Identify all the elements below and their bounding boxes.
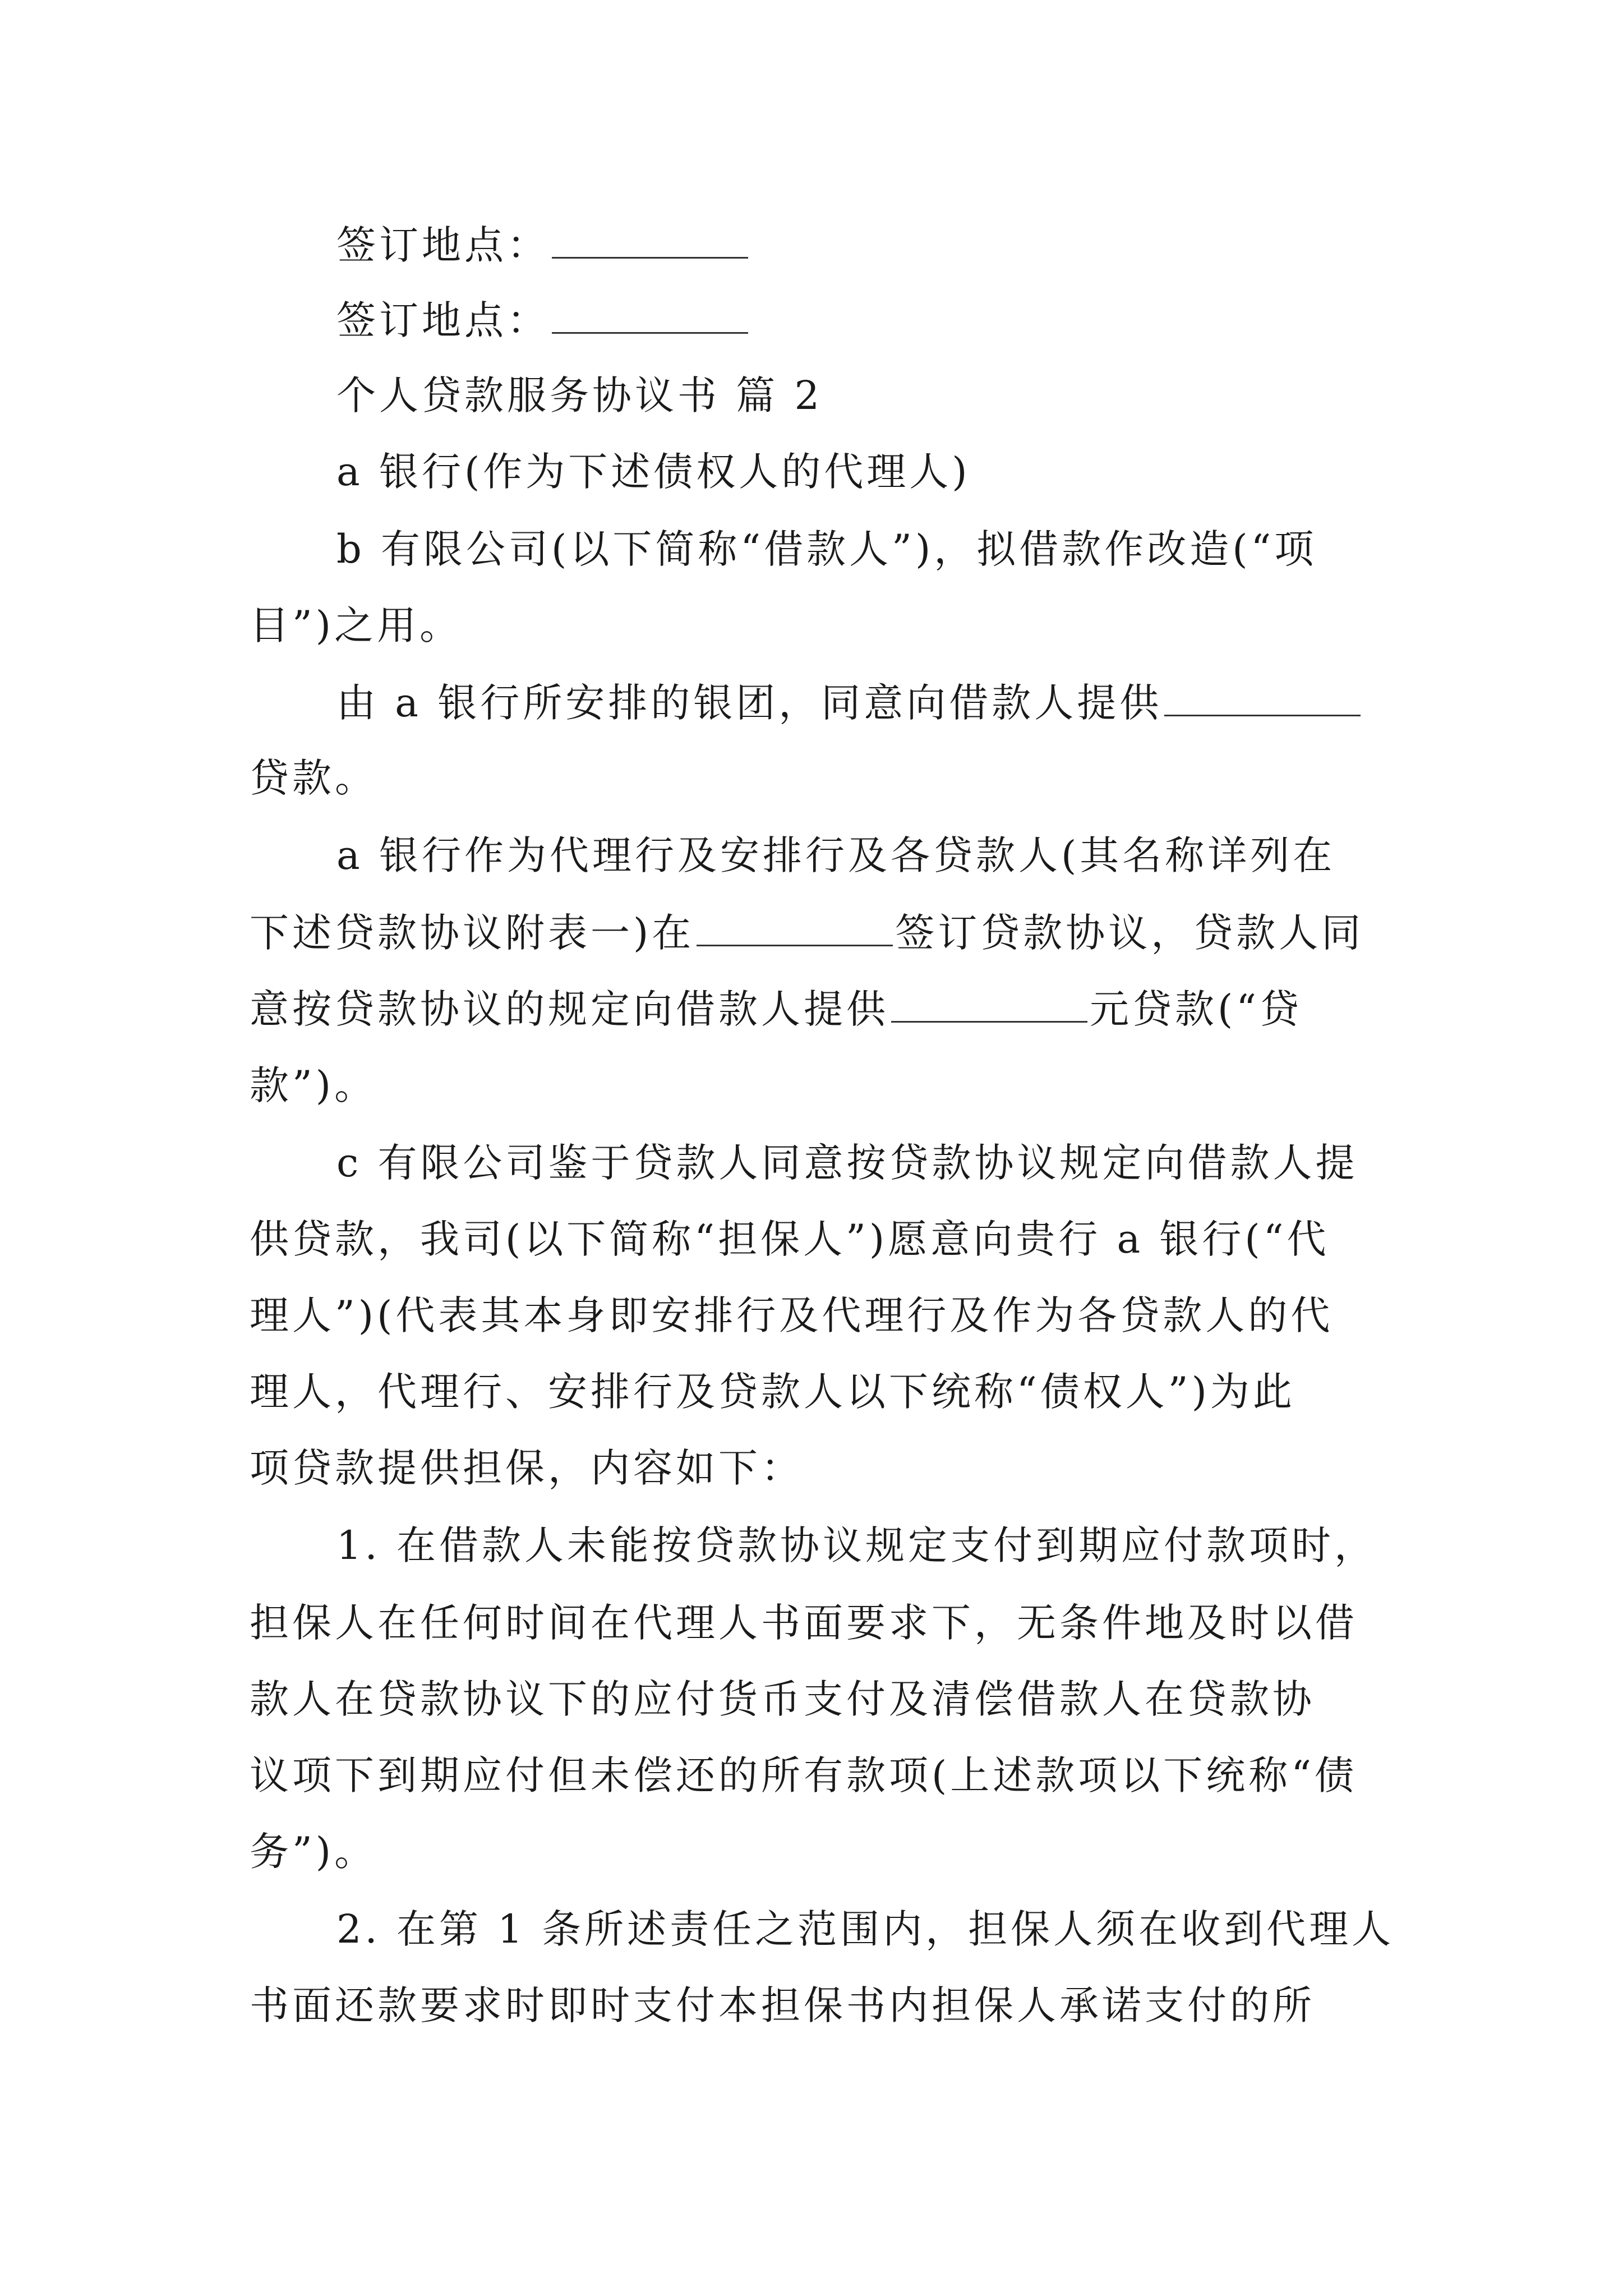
text: 元贷款(“贷 <box>1090 986 1303 1032</box>
signing-place-label: 签订地点： <box>336 222 550 268</box>
paragraph-line <box>336 1140 1464 1186</box>
signing-place-line-1 <box>336 222 1464 268</box>
signing-place-line-2 <box>336 297 1464 343</box>
paragraph-line <box>336 1522 1464 1568</box>
paragraph-line <box>250 986 1377 1032</box>
text: 1. 在借款人未能按贷款协议规定支付到期应付款项时， <box>336 1522 1377 1568</box>
text: 供贷款，我司(以下简称“担保人”)愿意向贵行 a 银行(“代 <box>250 1216 1330 1262</box>
text: 2. 在第 1 条所述责任之范围内，担保人须在收到代理人 <box>336 1906 1395 1952</box>
text: 担保人在任何时间在代理人书面要求下，无条件地及时以借 <box>250 1600 1358 1646</box>
paragraph-line <box>250 755 1377 801</box>
paragraph-line <box>250 1292 1377 1338</box>
paragraph-line <box>250 1829 1377 1875</box>
text: 务”)。 <box>250 1829 377 1875</box>
paragraph-line <box>250 1600 1377 1646</box>
text: 目”)之用。 <box>250 602 463 648</box>
paragraph-line <box>250 1216 1377 1262</box>
paragraph-line <box>250 1062 1377 1108</box>
text: 下述贷款协议附表一)在 <box>250 910 695 956</box>
text: 款人在贷款协议下的应付货币支付及清偿借款人在贷款协 <box>250 1676 1315 1722</box>
paragraph-line <box>250 1369 1377 1415</box>
amount-blank <box>891 990 1087 1023</box>
text: 款”)。 <box>250 1062 377 1108</box>
text: a 银行(作为下述债权人的代理人) <box>336 449 971 495</box>
paragraph-line <box>250 910 1377 956</box>
signing-place-blank <box>552 226 748 259</box>
section-title-text: 个人贷款服务协议书 篇 2 <box>336 372 823 418</box>
text: 书面还款要求时即时支付本担保书内担保人承诺支付的所 <box>250 1982 1315 2028</box>
paragraph-line <box>336 526 1464 572</box>
text: a 银行作为代理行及安排行及各贷款人(其名称详列在 <box>336 832 1336 878</box>
paragraph-line <box>250 1445 1377 1491</box>
text: 理人，代理行、安排行及贷款人以下统称“债权人”)为此 <box>250 1369 1295 1415</box>
amount-blank <box>1164 683 1361 716</box>
text: 签订贷款协议，贷款人同 <box>895 910 1364 956</box>
date-blank <box>697 913 893 946</box>
paragraph-line <box>250 1982 1377 2028</box>
section-title <box>336 372 1464 418</box>
paragraph-line <box>336 680 1464 726</box>
paragraph-line <box>250 1676 1377 1722</box>
paragraph-line <box>250 602 1377 648</box>
text: 理人”)(代表其本身即安排行及代理行及作为各贷款人的代 <box>250 1292 1334 1338</box>
text: b 有限公司(以下简称“借款人”)，拟借款作改造(“项 <box>336 526 1317 572</box>
signing-place-label: 签订地点： <box>336 297 550 343</box>
paragraph-line <box>336 832 1464 878</box>
paragraph-line <box>336 1906 1464 1952</box>
text: 议项下到期应付但未偿还的所有款项(上述款项以下统称“债 <box>250 1752 1358 1798</box>
paragraph-line <box>336 449 1464 495</box>
text: 由 a 银行所安排的银团，同意向借款人提供 <box>336 680 1163 726</box>
text: 贷款。 <box>250 755 377 801</box>
text: 项贷款提供担保，内容如下： <box>250 1445 804 1491</box>
paragraph-line <box>250 1752 1377 1798</box>
signing-place-blank <box>552 301 748 334</box>
text: c 有限公司鉴于贷款人同意按贷款协议规定向借款人提 <box>336 1140 1358 1186</box>
text: 意按贷款协议的规定向借款人提供 <box>250 986 889 1032</box>
